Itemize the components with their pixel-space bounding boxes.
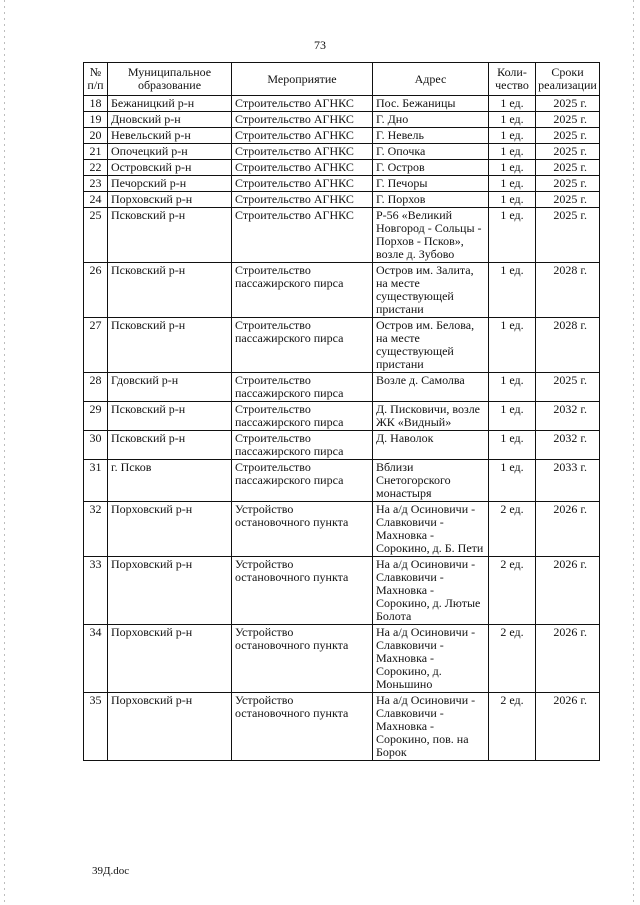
- cell-quantity: 1 ед.: [489, 402, 536, 431]
- cell-num: 27: [84, 318, 108, 373]
- cell-address: Г. Дно: [373, 112, 489, 128]
- cell-municipality: Островский р-н: [108, 160, 232, 176]
- cell-term: 2025 г.: [536, 112, 600, 128]
- table-row: [84, 96, 600, 112]
- header-municipality: [108, 63, 232, 96]
- cell-term: 2025 г.: [536, 160, 600, 176]
- cell-address: На а/д Осиновичи - Славковичи - Махновка - Сорокино, д. Лютые Болота: [373, 557, 489, 625]
- scan-edge-right: [633, 0, 634, 905]
- table-row: [84, 192, 600, 208]
- cell-num: 34: [84, 625, 108, 693]
- cell-num: 29: [84, 402, 108, 431]
- cell-municipality: Опочецкий р-н: [108, 144, 232, 160]
- cell-event: Строительство АГНКС: [232, 128, 373, 144]
- cell-quantity: 1 ед.: [489, 112, 536, 128]
- cell-address: Г. Остров: [373, 160, 489, 176]
- table-body: [84, 96, 600, 761]
- cell-num: 25: [84, 208, 108, 263]
- cell-term: 2025 г.: [536, 128, 600, 144]
- cell-event: Устройство остановочного пункта: [232, 557, 373, 625]
- cell-municipality: Порховский р-н: [108, 693, 232, 761]
- cell-address: На а/д Осиновичи - Славковичи - Махновка - Сорокино, д. Б. Пети: [373, 502, 489, 557]
- cell-num: 19: [84, 112, 108, 128]
- file-name-footer: 39Д.doc: [92, 865, 130, 877]
- table-row: [84, 128, 600, 144]
- page-number: 73: [314, 38, 326, 52]
- cell-municipality: Дновский р-н: [108, 112, 232, 128]
- cell-municipality: Порховский р-н: [108, 557, 232, 625]
- table-row: [84, 502, 600, 557]
- cell-quantity: 1 ед.: [489, 263, 536, 318]
- cell-event: Устройство остановочного пункта: [232, 693, 373, 761]
- cell-municipality: Порховский р-н: [108, 192, 232, 208]
- cell-address: На а/д Осиновичи - Славковичи - Махновка - Сорокино, пов. на Борок: [373, 693, 489, 761]
- table-row: [84, 263, 600, 318]
- table-row: [84, 144, 600, 160]
- cell-address: Г. Печоры: [373, 176, 489, 192]
- cell-num: 23: [84, 176, 108, 192]
- cell-quantity: 1 ед.: [489, 208, 536, 263]
- cell-municipality: Псковский р-н: [108, 208, 232, 263]
- cell-event: Строительство АГНКС: [232, 112, 373, 128]
- cell-quantity: 1 ед.: [489, 192, 536, 208]
- cell-num: 33: [84, 557, 108, 625]
- cell-term: 2025 г.: [536, 192, 600, 208]
- cell-address: Д. Наволок: [373, 431, 489, 460]
- cell-quantity: 1 ед.: [489, 144, 536, 160]
- cell-event: Строительство АГНКС: [232, 96, 373, 112]
- cell-address: Пос. Бежаницы: [373, 96, 489, 112]
- cell-quantity: 1 ед.: [489, 373, 536, 402]
- header-quantity-line1: Коли-: [497, 65, 527, 79]
- cell-quantity: 1 ед.: [489, 318, 536, 373]
- cell-term: 2026 г.: [536, 557, 600, 625]
- cell-quantity: 2 ед.: [489, 502, 536, 557]
- header-term-line2: реализации: [538, 78, 597, 92]
- table-row: [84, 208, 600, 263]
- cell-term: 2026 г.: [536, 693, 600, 761]
- cell-quantity: 1 ед.: [489, 431, 536, 460]
- header-quantity-line2: чество: [495, 78, 529, 92]
- header-num-line1: №: [89, 65, 102, 79]
- header-address: Адрес: [373, 63, 489, 96]
- cell-term: 2026 г.: [536, 502, 600, 557]
- cell-event: Строительство пассажирского пирса: [232, 431, 373, 460]
- header-quantity: [489, 63, 536, 96]
- cell-term: 2025 г.: [536, 176, 600, 192]
- cell-num: 31: [84, 460, 108, 502]
- cell-municipality: Бежаницкий р-н: [108, 96, 232, 112]
- table-row: [84, 160, 600, 176]
- cell-address: Остров им. Залита, на месте существующей пристани: [373, 263, 489, 318]
- cell-address: Г. Опочка: [373, 144, 489, 160]
- cell-term: 2025 г.: [536, 373, 600, 402]
- cell-term: 2028 г.: [536, 263, 600, 318]
- table-row: [84, 625, 600, 693]
- cell-event: Строительство пассажирского пирса: [232, 373, 373, 402]
- header-event: Мероприятие: [232, 63, 373, 96]
- cell-term: 2025 г.: [536, 144, 600, 160]
- cell-address: Г. Порхов: [373, 192, 489, 208]
- table-row: [84, 112, 600, 128]
- cell-municipality: Порховский р-н: [108, 625, 232, 693]
- cell-term: 2025 г.: [536, 208, 600, 263]
- cell-quantity: 1 ед.: [489, 460, 536, 502]
- cell-address: Возле д. Самолва: [373, 373, 489, 402]
- cell-address: Остров им. Белова, на месте существующей пристани: [373, 318, 489, 373]
- cell-event: Строительство АГНКС: [232, 160, 373, 176]
- cell-num: 22: [84, 160, 108, 176]
- cell-num: 30: [84, 431, 108, 460]
- table-row: [84, 460, 600, 502]
- cell-num: 18: [84, 96, 108, 112]
- header-municipality-line1: Муниципальное: [127, 65, 212, 79]
- cell-term: 2025 г.: [536, 96, 600, 112]
- table-row: [84, 402, 600, 431]
- cell-num: 35: [84, 693, 108, 761]
- cell-num: 28: [84, 373, 108, 402]
- measures-table: [83, 62, 600, 761]
- header-municipality-line2: образование: [137, 78, 202, 92]
- cell-municipality: Псковский р-н: [108, 402, 232, 431]
- table-row: [84, 176, 600, 192]
- cell-event: Строительство АГНКС: [232, 192, 373, 208]
- table-row: [84, 431, 600, 460]
- cell-municipality: Гдовский р-н: [108, 373, 232, 402]
- cell-municipality: Псковский р-н: [108, 318, 232, 373]
- header-term: [536, 63, 600, 96]
- header-num: [84, 63, 108, 96]
- cell-quantity: 1 ед.: [489, 176, 536, 192]
- cell-event: Строительство АГНКС: [232, 208, 373, 263]
- cell-term: 2033 г.: [536, 460, 600, 502]
- cell-event: Устройство остановочного пункта: [232, 502, 373, 557]
- cell-municipality: Порховский р-н: [108, 502, 232, 557]
- cell-address: Р-56 «Великий Новгород - Сольцы - Порхов - Псков», возле д. Зубово: [373, 208, 489, 263]
- cell-municipality: Невельский р-н: [108, 128, 232, 144]
- scan-edge-left: [4, 0, 5, 905]
- cell-quantity: 1 ед.: [489, 160, 536, 176]
- cell-event: Устройство остановочного пункта: [232, 625, 373, 693]
- cell-term: 2028 г.: [536, 318, 600, 373]
- cell-quantity: 1 ед.: [489, 128, 536, 144]
- cell-num: 20: [84, 128, 108, 144]
- cell-num: 32: [84, 502, 108, 557]
- cell-event: Строительство АГНКС: [232, 176, 373, 192]
- cell-address: Д. Писковичи, возле ЖК «Видный»: [373, 402, 489, 431]
- cell-num: 26: [84, 263, 108, 318]
- cell-num: 24: [84, 192, 108, 208]
- cell-term: 2026 г.: [536, 625, 600, 693]
- table-row: [84, 557, 600, 625]
- table-row: [84, 318, 600, 373]
- cell-event: Строительство пассажирского пирса: [232, 263, 373, 318]
- cell-municipality: Печорский р-н: [108, 176, 232, 192]
- header-term-line1: Сроки: [551, 65, 584, 79]
- cell-municipality: Псковский р-н: [108, 431, 232, 460]
- cell-address: Вблизи Снетогорского монастыря: [373, 460, 489, 502]
- cell-term: 2032 г.: [536, 431, 600, 460]
- cell-municipality: Псковский р-н: [108, 263, 232, 318]
- cell-event: Строительство пассажирского пирса: [232, 460, 373, 502]
- cell-num: 21: [84, 144, 108, 160]
- cell-municipality: г. Псков: [108, 460, 232, 502]
- cell-address: Г. Невель: [373, 128, 489, 144]
- cell-quantity: 2 ед.: [489, 625, 536, 693]
- table-header-row: [84, 63, 600, 96]
- cell-quantity: 2 ед.: [489, 693, 536, 761]
- cell-term: 2032 г.: [536, 402, 600, 431]
- table-row: [84, 373, 600, 402]
- cell-quantity: 1 ед.: [489, 96, 536, 112]
- cell-event: Строительство пассажирского пирса: [232, 402, 373, 431]
- cell-event: Строительство пассажирского пирса: [232, 318, 373, 373]
- header-num-line2: п/п: [87, 78, 104, 92]
- table-row: [84, 693, 600, 761]
- cell-event: Строительство АГНКС: [232, 144, 373, 160]
- cell-quantity: 2 ед.: [489, 557, 536, 625]
- cell-address: На а/д Осиновичи - Славковичи - Махновка - Сорокино, д. Моньшино: [373, 625, 489, 693]
